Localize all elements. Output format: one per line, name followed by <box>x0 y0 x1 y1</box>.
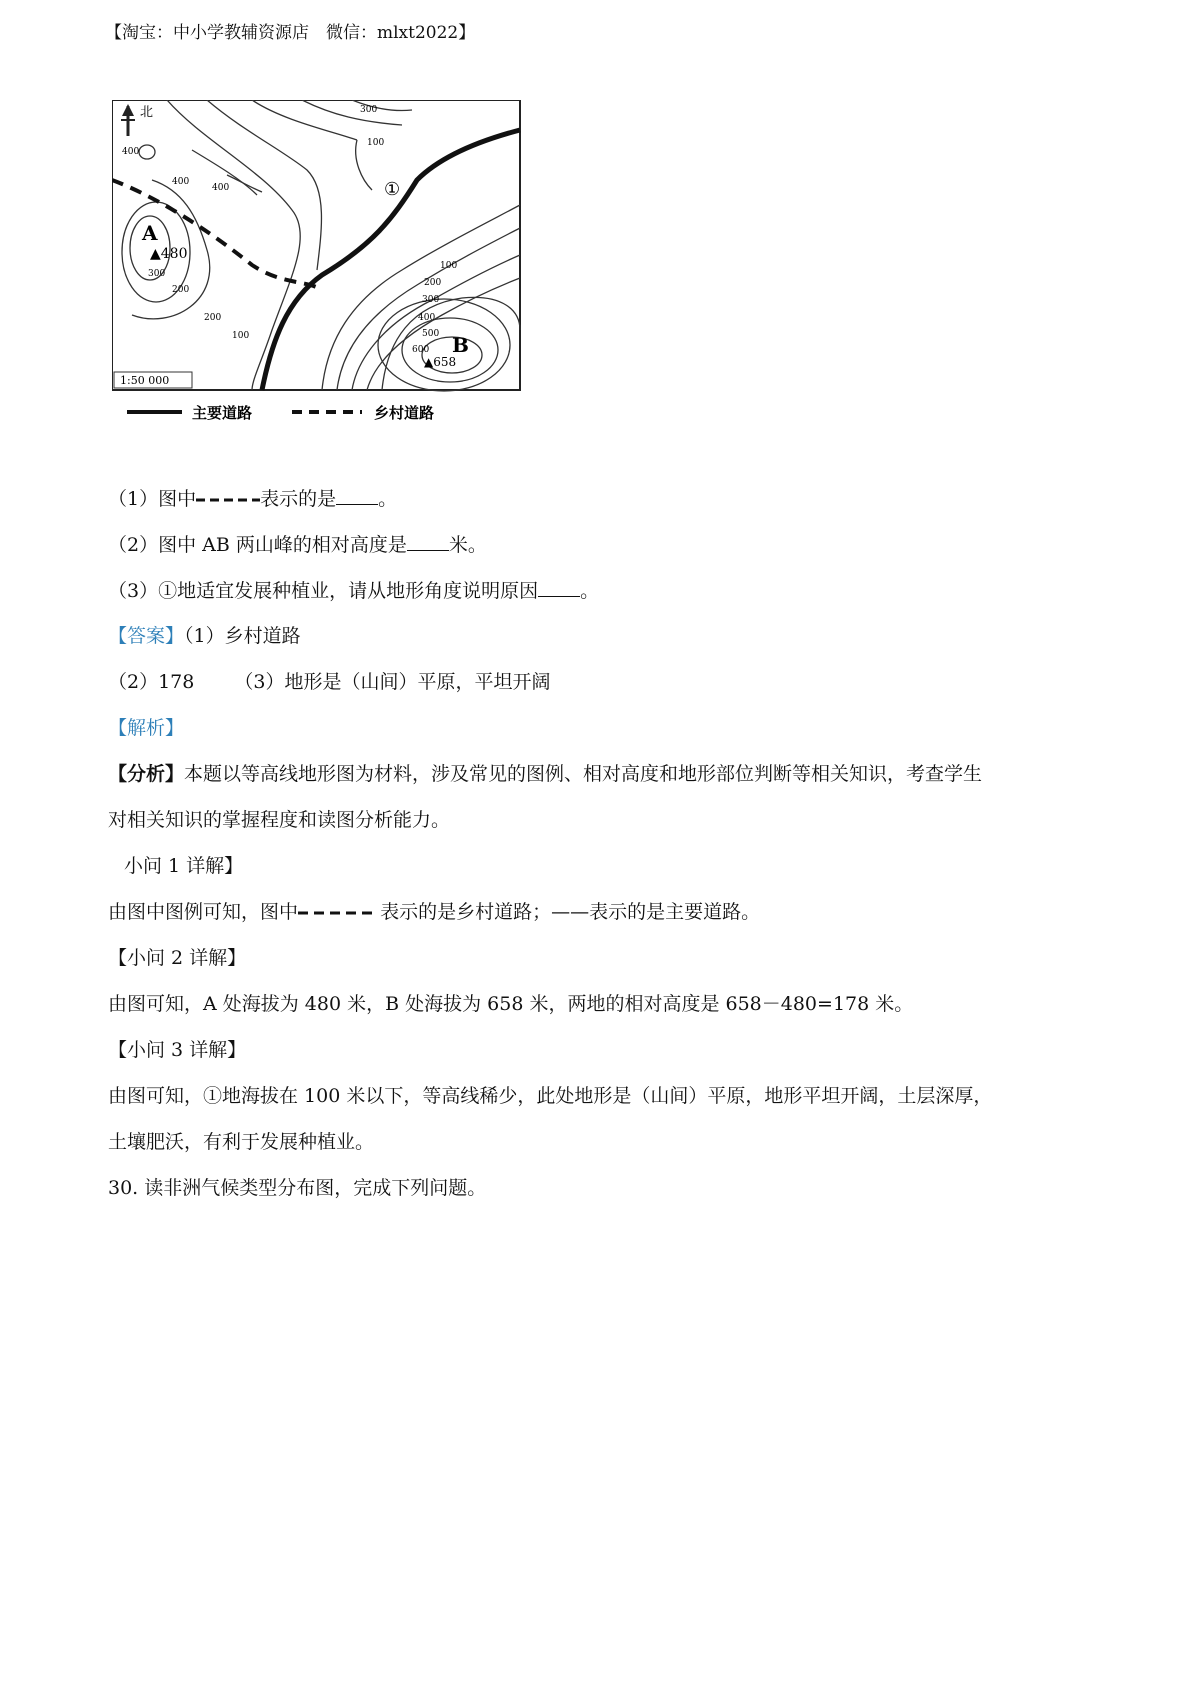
analysis-tag: 【解析】 <box>108 717 185 739</box>
contour-map <box>112 100 582 470</box>
sub-question-1-text: 由图中图例可知，图中 表示的是乡村道路；——表示的是主要道路。 <box>108 901 761 923</box>
page-header: 【淘宝：中小学教辅资源店 微信：mlxt2022】 <box>105 23 476 43</box>
answer-line-1: 【答案】（1）乡村道路 <box>108 625 301 647</box>
answer-blank <box>336 486 378 505</box>
answer-line-2: （2）178 （3）地形是（山间）平原，平坦开阔 <box>108 671 551 693</box>
question-2: （2）图中 AB 两山峰的相对高度是 米。 <box>108 534 487 556</box>
sub-question-3-text-2: 土壤肥沃，有利于发展种植业。 <box>108 1131 375 1153</box>
legend-rural-road-label: 乡村道路 <box>374 404 435 422</box>
sub-question-3-text-1: 由图可知，①地海拔在 100 米以下，等高线稀少，此处地形是（山间）平原，地形平坦开阔，土层深厚， <box>108 1085 993 1107</box>
contour-label: 300 <box>422 295 440 305</box>
analysis-fenxi-line-1: 【分析】本题以等高线地形图为材料，涉及常见的图例、相对高度和地形部位判断等相关知识，考查学生 <box>108 763 983 785</box>
contour-label: 300 <box>360 105 378 115</box>
rural-road-symbol-inline <box>196 496 260 504</box>
sub-question-1-heading: 小问 1 详解】 <box>124 855 244 877</box>
contour-label: 200 <box>204 313 222 323</box>
sub-question-2-text: 由图可知，A 处海拔为 480 米，B 处海拔为 658 米，两地的相对高度是 658－480=178 米。 <box>108 993 914 1015</box>
contour-label: 400 <box>418 313 436 323</box>
answer-blank <box>538 578 580 597</box>
scale-label: 1:50 000 <box>120 374 170 387</box>
point-a-elevation: ▲480 <box>150 246 188 262</box>
sub-question-2-heading: 【小问 2 详解】 <box>108 947 247 969</box>
next-question: 30. 读非洲气候类型分布图，完成下列问题。 <box>108 1177 487 1199</box>
question-1: （1）图中 表示的是 。 <box>108 488 398 510</box>
point-b-elevation: ▲658 <box>424 355 457 369</box>
north-label: 北 <box>140 105 154 120</box>
question-3: （3）①地适宜发展种植业，请从地形角度说明原因 。 <box>108 580 600 602</box>
legend-main-road-label: 主要道路 <box>192 404 253 422</box>
contour-label: 500 <box>422 329 440 339</box>
point-a-label: A <box>142 221 158 245</box>
rural-road-symbol-inline <box>298 909 374 917</box>
contour-label: 100 <box>367 138 385 148</box>
contour-label: 100 <box>440 261 458 271</box>
site-1-label: ① <box>384 179 401 200</box>
answer-blank <box>407 532 449 551</box>
contour-label: 400 <box>172 177 190 187</box>
contour-label: 200 <box>172 285 190 295</box>
analysis-fenxi-line-2: 对相关知识的掌握程度和读图分析能力。 <box>108 809 451 831</box>
sub-question-3-heading: 【小问 3 详解】 <box>108 1039 247 1061</box>
point-b-label: B <box>452 333 469 357</box>
contour-label: 400 <box>122 147 140 157</box>
contour-label: 300 <box>148 269 166 279</box>
contour-map-figure <box>112 100 582 470</box>
contour-label: 100 <box>232 331 250 341</box>
contour-label: 200 <box>424 278 442 288</box>
contour-label: 400 <box>212 183 230 193</box>
answer-tag: 【答案】 <box>108 625 185 647</box>
contour-label: 600 <box>412 345 430 355</box>
